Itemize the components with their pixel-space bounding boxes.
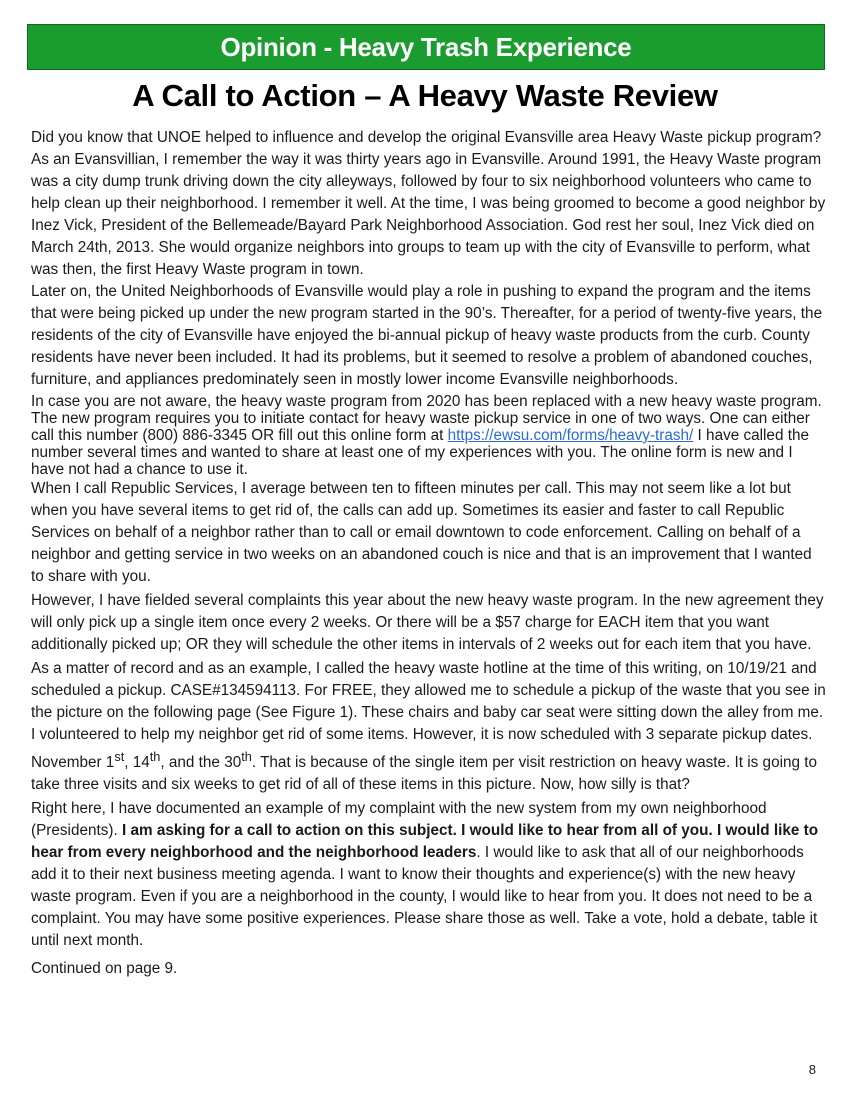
- section-banner: [27, 24, 825, 70]
- paragraph-3: [31, 393, 827, 478]
- ordinal-suffix-1: st: [114, 749, 125, 764]
- paragraph-6: [31, 658, 827, 796]
- paragraph-7: [31, 798, 827, 952]
- paragraph-1: Did you know that UNOE helped to influence and develop the original Evansville area Heavy Waste pickup program? As an Evansvillian, I remember the way it was thirty years ago in Evansville. Around 1991, the Heavy Waste program was a city dump trunk driving down the city alleyways, followed by four to six neighborhood volunteers who came to help clean up their neighborhood. I remember it well. At the time, I was being groomed to become a good neighbor by Inez Vick, President of the Bellemeade/Bayard Park Neighborhood Association. God rest her soul, Inez Vick died on March 24th, 2013. She would organize neighbors into groups to team up with the city of Evansville to perform, what was then, the first Heavy Waste program in town.: [31, 129, 826, 278]
- call-to-action-text: I am asking for a call to action on this subject. I would like to hear from all of you. I would like to hear from every neighborhood and the neighborhood leaders: [31, 822, 819, 862]
- paragraph-6-text-c: , and the 30: [160, 754, 242, 772]
- page-number: 8: [808, 1062, 816, 1077]
- paragraph-7-text-b: . I would like to ask that all of our neighborhoods add it to their next business meeting agenda. I want to know their thoughts and experience(s) with the new heavy waste program. Even if you are a neighborhood in the county, I would like to hear from you. It does not need to be a complaint. You may have some positive experiences. Please share those as well. Take a vote, hold a debate, table it until next month.: [31, 844, 818, 950]
- banner-title: Opinion - Heavy Trash Experience: [220, 31, 632, 62]
- paragraph-6-text-b: , 14: [124, 754, 150, 772]
- article-headline: A Call to Action – A Heavy Waste Review: [132, 78, 718, 113]
- paragraph-7-text-a: Right here, I have documented an example of my complaint with the new system from my own neighborhood (Presidents).: [31, 800, 767, 840]
- paragraph-6-text-d: . That is because of the single item per visit restriction on heavy waste. It is going to take three visits and six weeks to get rid of all of these items in this picture. Now, how silly is that?: [31, 754, 817, 794]
- ordinal-suffix-2: th: [149, 749, 161, 764]
- paragraph-4: When I call Republic Services, I average between ten to fifteen minutes per call. This may not seem like a lot but when you have several items to get rid of, the calls can add up. Sometimes its easier and faster to call Republic Services on behalf of a neighbor rather than to call or email downtown to code enforcement. Calling on behalf of a neighbor and getting service in two weeks on an abandoned couch is nice and that is an improvement that I wanted to share with you.: [31, 480, 812, 585]
- paragraph-3-text: In case you are not aware, the heavy waste program from 2020 has been replaced with a new heavy waste program. The new program requires you to initiate contact for heavy waste pickup service in one of two ways. One can either call this number (800) 886-3345 OR fill out this online form at: [31, 393, 822, 444]
- continued-note: Continued on page 9.: [31, 960, 178, 978]
- paragraph-6-text-a: As a matter of record and as an example, I called the heavy waste hotline at the time of this writing, on 10/19/21 and scheduled a pickup. CASE#134594113. For FREE, they allowed me to schedule a pickup of the waste that you see in the picture on the following page (See Figure 1). These chairs and baby car seat were sitting down the alley from me. I volunteered to help my neighbor get rid of some items. However, it is now scheduled with 3 separate pickup dates. November 1: [31, 660, 826, 772]
- paragraph-3-text-end: I have called the number several times and wanted to share at least one of my experiences with you. The online form is new and I have not had a chance to use it.: [31, 427, 809, 478]
- article-body: [31, 127, 827, 980]
- paragraph-5: However, I have fielded several complaints this year about the new heavy waste program. In the new agreement they will only pick up a single item once every 2 weeks. Or there will be a $57 charge for EACH item that you want additionally picked up; OR they will schedule the other items in intervals of 2 weeks out for each item that you have.: [31, 592, 824, 653]
- ordinal-suffix-3: th: [241, 749, 252, 764]
- paragraph-2: Later on, the United Neighborhoods of Evansville would play a role in pushing to expand the program and the items that were being picked up under the new program started in the 90’s. Thereafter, for a period of twenty-five years, the residents of the city of Evansville have enjoyed the bi-annual pickup of heavy waste products from the curb. County residents have never been included. It had its problems, but it seemed to resolve a problem of abandoned couches, furniture, and appliances predominately seen in mostly lower income Evansville neighborhoods.: [31, 283, 823, 388]
- heavy-trash-form-link[interactable]: https://ewsu.com/forms/heavy-trash/: [447, 427, 694, 444]
